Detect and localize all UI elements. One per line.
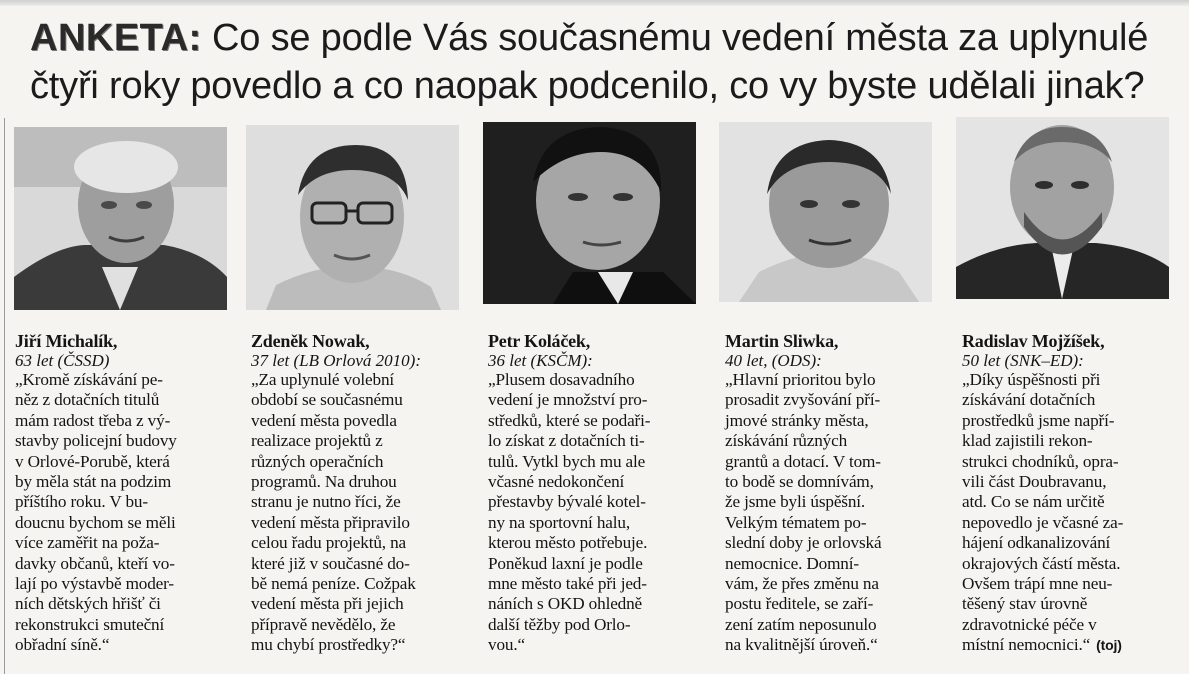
headline xyxy=(30,14,1180,110)
respondent-meta: 50 let (SNK–ED): xyxy=(962,351,1084,370)
quote-line: „Díky úspěšnosti při xyxy=(962,370,1101,389)
portrait-photo xyxy=(719,122,932,302)
quote-line: hájení odkanalizování xyxy=(962,533,1111,553)
portrait-photo xyxy=(246,125,459,310)
quote-line: celou řadu projektů, na xyxy=(251,533,406,553)
quote-line: prostředků jsme napří- xyxy=(962,410,1115,430)
quote-line: těšený stav úrovně xyxy=(962,594,1088,614)
quote-line: získávání dotačních xyxy=(962,390,1096,410)
quote-line: ny na sportovní halu, xyxy=(488,512,630,532)
quote-line: davky občanů, kteří vo- xyxy=(15,553,175,573)
respondent-quote xyxy=(15,370,237,656)
column-rule xyxy=(4,118,5,674)
respondent-name: Jiří Michalík, xyxy=(15,331,118,351)
respondent-column xyxy=(251,331,473,656)
quote-line: „Za uplynulé volební xyxy=(251,370,395,389)
quote-line: by měla stát na podzim xyxy=(15,472,172,492)
quote-line: vedení města připravilo xyxy=(251,512,410,532)
quote-line: přípravě nevědělo, že xyxy=(251,614,396,634)
quote-line: mám radost třeba z vý- xyxy=(15,410,171,430)
quote-line: slední doby je orlovská xyxy=(725,533,882,553)
quote-line: realizace projektů z xyxy=(251,431,383,451)
respondent-name: Zdeněk Nowak, xyxy=(251,331,370,351)
quote-line: další těžby pod Orlo- xyxy=(488,614,631,634)
respondent-meta: 63 let (ČSSD) xyxy=(15,351,110,370)
quote-line: které již v současné do- xyxy=(251,553,410,573)
quote-line-last xyxy=(962,635,1184,655)
quote-line: něz z dotačních titulů xyxy=(15,390,160,410)
quote-line: „Hlavní prioritou bylo xyxy=(725,370,876,389)
quote-line: vedení města povedla xyxy=(251,410,397,430)
respondent-name: Petr Koláček, xyxy=(488,331,591,351)
portrait-photo xyxy=(956,117,1169,299)
quote-line: tulů. Vytkl bych mu ale xyxy=(488,451,646,471)
quote-line: obřadní síně.“ xyxy=(15,635,110,655)
quote-line: kterou město potřebuje. xyxy=(488,533,648,553)
quote-line: vedení je množství pro- xyxy=(488,390,648,410)
quote-line: ních dětských hřišť či xyxy=(15,594,161,614)
quote-line: středků, které se podaři- xyxy=(488,410,651,430)
respondent-name: Radislav Mojžíšek, xyxy=(962,331,1105,351)
portrait-photo xyxy=(483,122,696,304)
respondent-quote xyxy=(488,370,710,656)
quote-line: vou.“ xyxy=(488,635,525,655)
quote-line: Poněkud laxní je podle xyxy=(488,553,643,573)
author-signature: (toj) xyxy=(1096,637,1122,654)
quote-line: „Plusem dosavadního xyxy=(488,370,635,389)
quote-line: různých operačních xyxy=(251,451,384,471)
quote-line: mne město také při jed- xyxy=(488,574,647,594)
headline-line-2: čtyři roky povedlo a co naopak podcenilo, co vy byste udělali jinak? xyxy=(30,65,1145,107)
quote-line: mu chybí prostředky?“ xyxy=(251,635,406,655)
quote-line: to bodě se domnívám, xyxy=(725,472,874,492)
quote-line: nepovedlo je včasné za- xyxy=(962,512,1124,532)
quote-line: doucnu bychom se měli xyxy=(15,512,176,532)
quote-line: Ovšem trápí mne neu- xyxy=(962,574,1113,594)
quote-line: klad zajistili rekon- xyxy=(962,431,1093,451)
quote-line: Velkým tématem po- xyxy=(725,512,867,532)
quote-line: rekonstrukci smuteční xyxy=(15,614,165,634)
quote-line: postu ředitele, se zaří- xyxy=(725,594,874,614)
quote-line: vám, že přes změnu na xyxy=(725,574,879,594)
respondent-quote xyxy=(725,370,947,656)
quote-line: přestavby bývalé kotel- xyxy=(488,492,646,512)
quote-line: že jsme byli úspěšní. xyxy=(725,492,866,512)
quote-line: na kvalitnější úroveň.“ xyxy=(725,635,878,655)
quote-line: bě nemá peníze. Cožpak xyxy=(251,574,416,594)
quote-line: včasné nedokončení xyxy=(488,472,625,492)
headline-text-1: Co se podle Vás současnému vedení města za uplynulé xyxy=(212,17,1149,59)
respondent-quote xyxy=(962,370,1184,656)
quote-line: v Orlové-Porubě, která xyxy=(15,451,170,471)
top-rule xyxy=(0,0,1189,6)
respondent-column xyxy=(488,331,710,656)
quote-line: programů. Na druhou xyxy=(251,472,397,492)
quote-line: okrajových částí města. xyxy=(962,553,1121,573)
respondent-name: Martin Sliwka, xyxy=(725,331,839,351)
quote-line: „Kromě získávání pe- xyxy=(15,370,163,389)
respondent-meta: 36 let (KSČM): xyxy=(488,351,593,370)
quote-line: prosadit zvyšování pří- xyxy=(725,390,881,410)
quote-line: zení zatím neposunulo xyxy=(725,614,877,634)
quote-line: získávání různých xyxy=(725,431,848,451)
respondent-column xyxy=(725,331,947,656)
quote-line: lo získat z dotačních ti- xyxy=(488,431,645,451)
quote-line: náních s OKD ohledně xyxy=(488,594,643,614)
quote-line: atd. Co se nám určitě xyxy=(962,492,1105,512)
quote-line: příštího roku. V bu- xyxy=(15,492,148,512)
quote-line: stranu je nutno říci, že xyxy=(251,492,401,512)
quote-line: vili část Doubravanu, xyxy=(962,472,1107,492)
headline-kicker: ANKETA: xyxy=(30,17,202,59)
quote-line: více zaměřit na poža- xyxy=(15,533,160,553)
quote-line: zdravotnické péče v xyxy=(962,614,1097,634)
respondent-column xyxy=(15,331,237,656)
quote-line: lají po výstavbě moder- xyxy=(15,574,174,594)
quote-line: místní nemocnici.“ xyxy=(962,635,1091,655)
quote-line: strukci chodníků, opra- xyxy=(962,451,1119,471)
respondent-quote xyxy=(251,370,473,656)
headline-line-1 xyxy=(30,14,1180,62)
quote-line: období se současnému xyxy=(251,390,403,410)
quote-line: grantů a dotací. V tom- xyxy=(725,451,881,471)
respondent-meta: 40 let, (ODS): xyxy=(725,351,822,370)
quote-line: jmové stránky města, xyxy=(725,410,869,430)
portrait-photo xyxy=(14,127,227,310)
respondent-meta: 37 let (LB Orlová 2010): xyxy=(251,351,421,370)
quote-line: stavby policejní budovy xyxy=(15,431,177,451)
respondent-column xyxy=(962,331,1184,656)
quote-line: nemocnice. Domní- xyxy=(725,553,859,573)
quote-line: vedení města při jejich xyxy=(251,594,404,614)
